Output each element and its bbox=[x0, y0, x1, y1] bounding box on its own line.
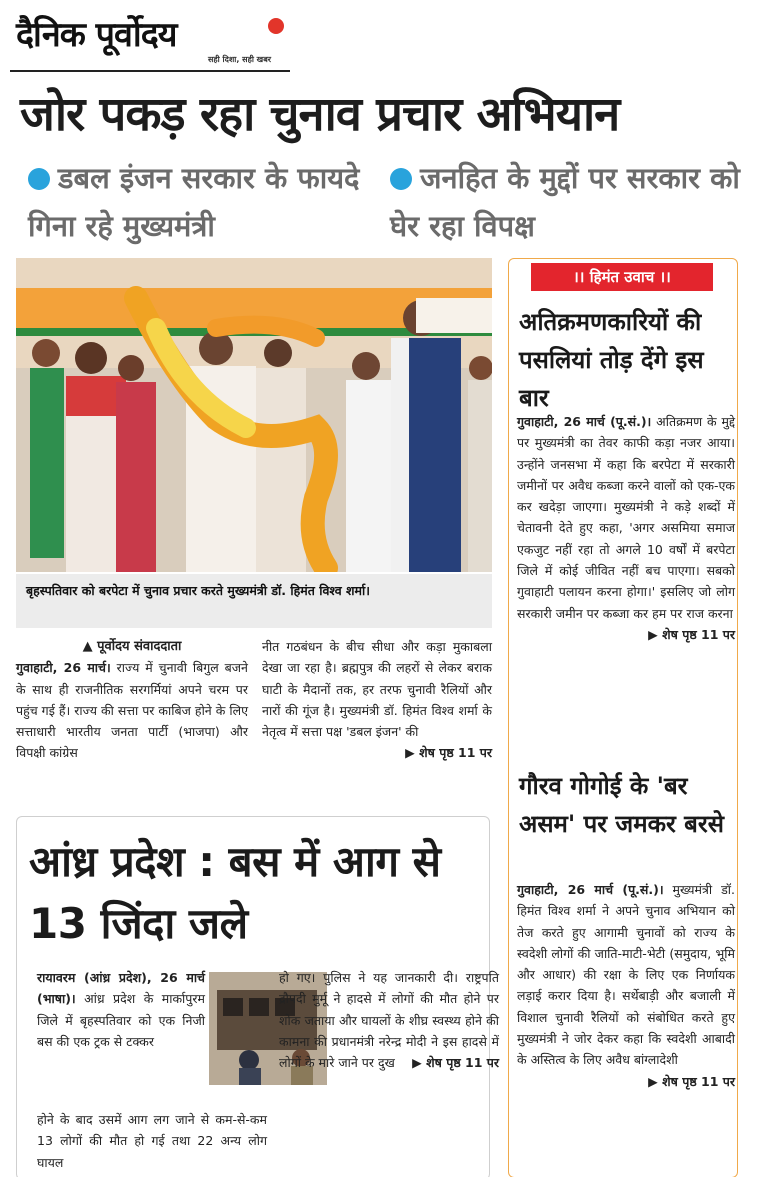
continued-text: शेष पृष्ठ 11 पर bbox=[419, 745, 492, 761]
photo-caption: बृहस्पतिवार को बरपेटा में चुनाव प्रचार करते मुख्यमंत्री डॉ. हिमंत विश्व शर्मा। bbox=[16, 574, 492, 628]
subhead-left-text: डबल इंजन सरकार के फायदे गिना रहे मुख्यमंत्री bbox=[28, 161, 360, 243]
main-story-col2-text: नीत गठबंधन के बीच सीधा और कड़ा मुकाबला देखा जा रहा है। ब्रह्मपुत्र की लहरों से लेकर बराक घाटी के मैदानों तक, हर तरफ चुनावी रैलियों और नारों की गूंज है। मुख्यमंत्री डॉ. हिमंत विश्व शर्मा के नेतृत्व में सत्ता पक्ष 'डबल इंजन' की bbox=[262, 639, 492, 740]
masthead-rule bbox=[10, 70, 290, 72]
main-story-dateline: गुवाहाटी, 26 मार्च। bbox=[16, 660, 111, 676]
masthead bbox=[10, 6, 300, 72]
continued-text: शेष पृष्ठ 11 पर bbox=[662, 1073, 735, 1089]
bus-story-dateline: रायावरम (आंध्र प्रदेश), 26 मार्च (भाषा)। bbox=[37, 970, 205, 1007]
sidebar-box bbox=[508, 258, 738, 1177]
continued-note: ▶ शेष पृष्ठ 11 पर bbox=[405, 745, 492, 761]
bus-story-headline: आंध्र प्रदेश : बस में आग से 13 जिंदा जले bbox=[29, 837, 441, 948]
rally-photo-illustration bbox=[16, 258, 492, 572]
newspaper-name: दैनिक पूर्वोदय bbox=[16, 15, 177, 55]
masthead-dot-logo bbox=[268, 18, 284, 34]
main-story-col1 bbox=[16, 636, 248, 764]
sidebar-story1-dateline: गुवाहाटी, 26 मार्च (पू.सं.)। bbox=[517, 414, 652, 429]
bus-story-box bbox=[16, 816, 499, 1177]
bus-story-col1 bbox=[37, 967, 205, 1052]
continued-note: ▶ शेष पृष्ठ 11 पर bbox=[412, 1055, 499, 1071]
newspaper-tagline: सही दिशा, सही खबर bbox=[208, 55, 272, 64]
sidebar-story2-body bbox=[517, 879, 735, 1092]
continued-text: शेष पृष्ठ 11 पर bbox=[662, 626, 735, 642]
sidebar-story2-headline: गौरव गोगोई के 'बर असम' पर जमकर बरसे bbox=[519, 772, 724, 838]
byline-text: पूर्वोदय संवाददाता bbox=[97, 639, 182, 654]
bus-story-col1-continued: होने के बाद उसमें आग लग जाने से कम-से-कम 13 लोगों की मौत हो गई तथा 22 अन्य लोग घायल bbox=[37, 1112, 267, 1170]
sidebar-story1-text: अतिक्रमण के मुद्दे पर मुख्यमंत्री का तेवर काफी कड़ा नजर आया। उन्होंने जनसभा में कहा कि बरपेटा में सरकारी जमीनों पर अवैध कब्जा करने वालों को एक-एक कर खदेड़ा जाएगा। मुख्यमंत्री ने कड़े शब्दों में चेतावनी देते हुए कहा, 'अगर असमिया समाज एकजुट नहीं रहा तो अगले 10 वर्षों में बरपेटा जिले में कोई जीवित नहीं बच पाएगा। सबको गुवाहाटी पलायन करना होगा।' इसलिए जो लोग सरकारी जमीन पर कब्जा कर हम पर राज करना bbox=[517, 414, 735, 621]
bus-story-col3 bbox=[279, 967, 499, 1073]
subhead-right-text: जनहित के मुद्दों पर सरकार को घेर रहा विपक्ष bbox=[390, 161, 740, 243]
byline: ▲ पूर्वोदय संवाददाता bbox=[82, 639, 182, 654]
main-story-col1-text: राज्य में चुनावी बिगुल बजने के साथ ही राजनीतिक सरगर्मियां अपने चरम पर पहुंच गई हैं। राज्य की सत्ता पर काबिज होने के लिए सत्ताधारी भारतीय जनता पार्टी (भाजपा) और विपक्षी कांग्रेस bbox=[16, 660, 248, 761]
subhead-left bbox=[28, 154, 378, 250]
sidebar-story1-headline: अतिक्रमणकारियों की पसलियां तोड़ देंगे इस बार bbox=[519, 308, 704, 412]
bus-story-col1-text: आंध्र प्रदेश के मार्कापुरम जिले में बृहस्पतिवार को एक निजी बस की एक ट्रक से टक्कर bbox=[37, 991, 205, 1049]
sidebar-story2-dateline: गुवाहाटी, 26 मार्च (पू.सं.)। bbox=[517, 882, 664, 897]
main-headline: जोर पकड़ रहा चुनाव प्रचार अभियान bbox=[20, 87, 620, 142]
continued-note: ▶ शेष पृष्ठ 11 पर bbox=[648, 626, 735, 642]
continued-text: शेष पृष्ठ 11 पर bbox=[426, 1055, 499, 1071]
rally-photo bbox=[16, 258, 492, 572]
continued-note: ▶ शेष पृष्ठ 11 पर bbox=[648, 1073, 735, 1089]
subhead-right bbox=[390, 154, 740, 250]
sidebar-tag: ।। हिमंत उवाच ।। bbox=[531, 263, 713, 291]
bullet-icon bbox=[390, 168, 412, 190]
sidebar-story2-text: मुख्यमंत्री डॉ. हिमंत विश्व शर्मा ने अपने चुनाव अभियान को तेज करते हुए आगामी चुनावों को राज्य के स्वदेशी लोगों की जाति-माटी-भेटी (समुदाय, भूमि और आधार) की रक्षा के लिए एक निर्णायक लड़ाई करार दिया है। सर्थेबाड़ी और बजाली में विशाल चुनावी रैलियों को संबोधित करते हुए मुख्यमंत्री ने जोर देकर कहा कि स्वदेशी आबादी के अस्तित्व के लिए अवैध बांग्लादेशी bbox=[517, 882, 735, 1068]
sidebar-story1-body bbox=[517, 411, 735, 645]
bullet-icon bbox=[28, 168, 50, 190]
bus-story-col3-text: हो गए। पुलिस ने यह जानकारी दी। राष्ट्रपति द्रौपदी मुर्मू ने हादसे में लोगों की मौत होने पर शोक जताया और घायलों के शीघ्र स्वस्थ्य होने की कामना की प्रधानमंत्री नरेन्द्र मोदी ने इस हादसे में लोगों के मारे जाने पर दुख bbox=[279, 970, 499, 1071]
main-story-col2 bbox=[262, 636, 492, 764]
